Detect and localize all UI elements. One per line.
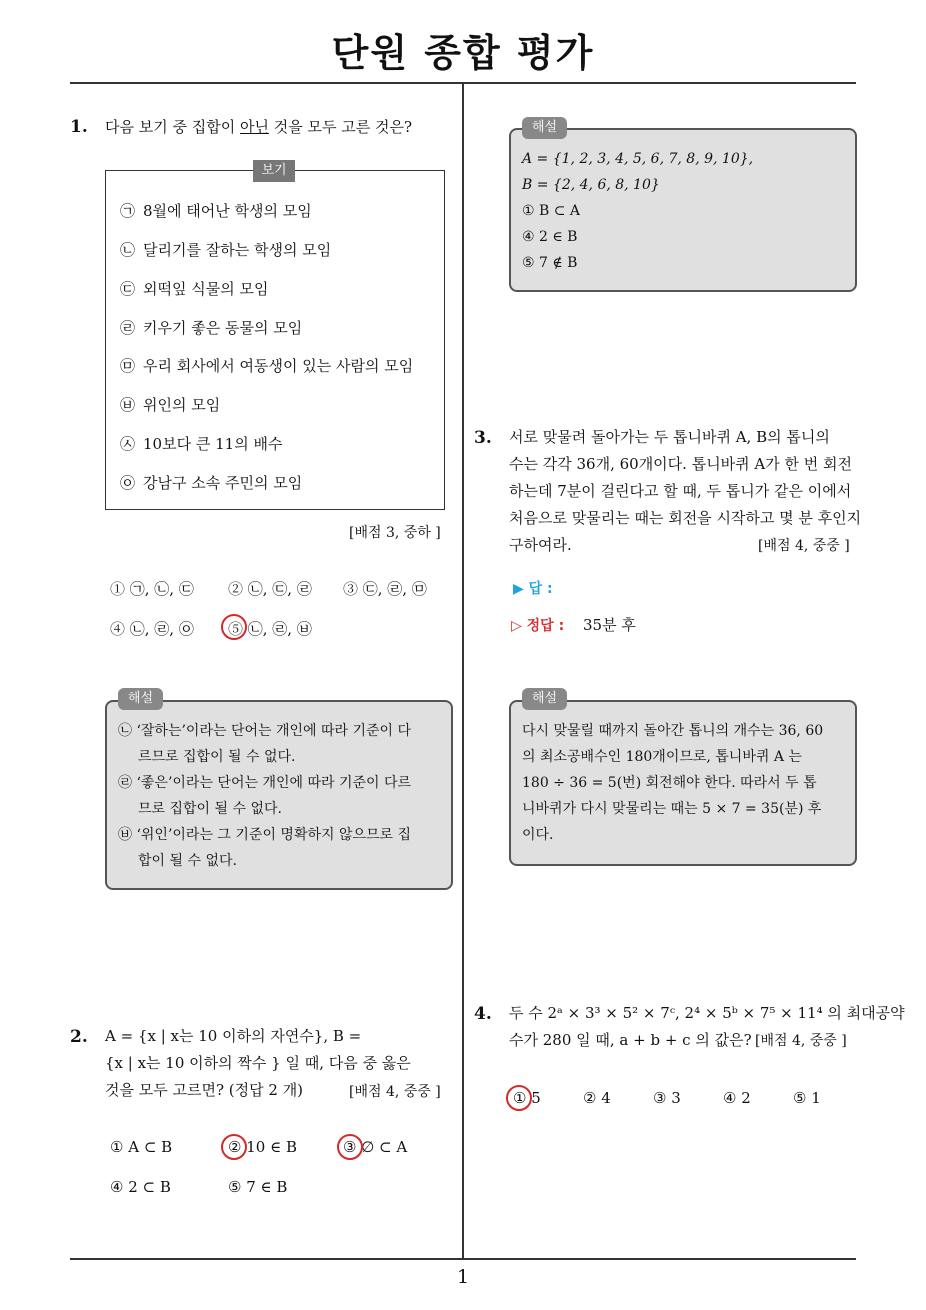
q1-set-solution-label: 해설 xyxy=(522,117,567,139)
bogi-item: ㉥ 위인의 모임 xyxy=(120,396,221,414)
q4-line: 수가 280 일 때, a + b + c 의 값은? xyxy=(509,1031,752,1049)
q2-line: 것을 모두 고르면? (정답 2 개) xyxy=(105,1081,304,1099)
q1-choice-2[interactable]: ② ㉡, ㉢, ㉣ xyxy=(228,580,312,598)
q2-line: {x | x는 10 이하의 짝수 } 일 때, 다음 중 옳은 xyxy=(105,1054,411,1072)
q3-solution-label: 해설 xyxy=(522,688,567,710)
q4-choice-5[interactable]: ⑤ 1 xyxy=(793,1089,821,1107)
bogi-item: ㉠ 8월에 태어난 학생의 모임 xyxy=(120,202,312,220)
page-number: 1 xyxy=(456,1266,470,1288)
q1-underlined-word: 아닌 xyxy=(240,118,269,136)
q3-line: 수는 각각 36개, 60개이다. 톱니바퀴 A가 한 번 회전 xyxy=(509,455,853,473)
q3-score: [배점 4, 중중 ] xyxy=(758,538,850,554)
q3-solution-line: 다시 맞물릴 때까지 돌아간 톱니의 개수는 36, 60 xyxy=(522,723,824,739)
q2-number: 2. xyxy=(70,1027,88,1047)
q1-choice-4[interactable]: ④ ㉡, ㉣, ㉧ xyxy=(110,620,194,638)
q2-score: [배점 4, 중중 ] xyxy=(349,1084,441,1100)
q3-solution-line: 니바퀴가 다시 맞물리는 때는 5 × 7 = 35(분) 후 xyxy=(522,801,822,817)
q2-line: A = {x | x는 10 이하의 자연수}, B = xyxy=(105,1027,362,1045)
q1-solution-label: 해설 xyxy=(118,688,163,710)
bogi-item: ㉡ 달리기를 잘하는 학생의 모임 xyxy=(120,241,332,259)
q3-number: 3. xyxy=(474,428,492,448)
bogi-item: ㉤ 우리 회사에서 여동생이 있는 사람의 모임 xyxy=(120,357,414,375)
q3-line: 구하여라. xyxy=(509,536,572,554)
q1-score: [배점 3, 중하 ] xyxy=(349,525,441,541)
q1-number: 1. xyxy=(70,117,88,137)
q1-solution-line: 므로 집합이 될 수 없다. xyxy=(138,801,282,817)
q3-correct-label: ▷ 정답 : xyxy=(511,618,565,634)
bogi-item: ㉢ 외떡잎 식물의 모임 xyxy=(120,280,269,298)
q4-choice-4[interactable]: ④ 2 xyxy=(723,1089,751,1107)
set-solution-line: B = {2, 4, 6, 8, 10} xyxy=(522,177,660,193)
answer-circle-mark xyxy=(221,1134,247,1160)
q3-correct-value: 35분 후 xyxy=(583,616,636,634)
bogi-box xyxy=(105,170,445,510)
set-solution-line: ⑤ 7 ∉ B xyxy=(522,255,578,271)
q4-number: 4. xyxy=(474,1004,492,1024)
column-divider xyxy=(462,83,464,1259)
q1-solution-line: ㉡ ‘잘하는’이라는 단어는 개인에 따라 기준이 다 xyxy=(118,723,412,739)
answer-circle-mark xyxy=(221,614,247,640)
q4-choice-3[interactable]: ③ 3 xyxy=(653,1089,681,1107)
q1-solution-line: ㉣ ‘좋은’이라는 단어는 개인에 따라 기준이 다르 xyxy=(118,775,412,791)
q1-choice-3[interactable]: ③ ㉢, ㉣, ㉤ xyxy=(343,580,427,598)
q3-solution-line: 180 ÷ 36 = 5(번) 회전해야 한다. 따라서 두 톱 xyxy=(522,775,817,791)
answer-circle-mark xyxy=(506,1085,532,1111)
q2-choice-2[interactable]: ② 10 ∈ B xyxy=(228,1138,297,1156)
set-solution-line: A = {1, 2, 3, 4, 5, 6, 7, 8, 9, 10}, xyxy=(522,151,754,167)
q4-line: 두 수 2ᵃ × 3³ × 5² × 7ᶜ, 2⁴ × 5ᵇ × 7⁵ × 11⁴ 의 최대공약 xyxy=(509,1004,905,1022)
page-title: 단원 종합 평가 xyxy=(331,31,595,75)
q2-choice-3[interactable]: ③ ∅ ⊂ A xyxy=(343,1138,408,1156)
q3-solution-line: 이다. xyxy=(522,827,554,843)
q4-choice-1[interactable]: ① 5 xyxy=(513,1089,541,1107)
q3-answer-label: ▶ 답 : xyxy=(513,581,553,597)
q2-choice-4[interactable]: ④ 2 ⊂ B xyxy=(110,1178,171,1196)
q3-line: 하는데 7분이 걸린다고 할 때, 두 톱니가 같은 이에서 xyxy=(509,482,852,500)
answer-circle-mark xyxy=(337,1134,363,1160)
q1-solution-line: 르므로 집합이 될 수 없다. xyxy=(138,749,296,765)
q4-score: [배점 4, 중중 ] xyxy=(755,1033,847,1049)
bogi-item: ㉣ 키우기 좋은 동물의 모임 xyxy=(120,319,303,337)
q1-choice-5[interactable]: ⑤ ㉡, ㉣, ㉥ xyxy=(228,620,312,638)
q4-choice-2[interactable]: ② 4 xyxy=(583,1089,611,1107)
q1-solution-line: 합이 될 수 없다. xyxy=(138,853,237,869)
bogi-item: ㉧ 강남구 소속 주민의 모임 xyxy=(120,474,303,492)
q3-solution-line: 의 최소공배수인 180개이므로, 톱니바퀴 A 는 xyxy=(522,749,802,765)
q1-text: 다음 보기 중 집합이 아닌 것을 모두 고른 것은? xyxy=(105,118,413,136)
q1-solution-line: ㉥ ‘위인’이라는 그 기준이 명확하지 않으므로 집 xyxy=(118,827,412,843)
footer-rule xyxy=(70,1258,856,1260)
q3-line: 처음으로 맞물리는 때는 회전을 시작하고 몇 분 후인지 xyxy=(509,509,862,527)
set-solution-line: ① B ⊂ A xyxy=(522,203,581,219)
q2-choice-5[interactable]: ⑤ 7 ∈ B xyxy=(228,1178,288,1196)
q3-line: 서로 맞물려 돌아가는 두 톱니바퀴 A, B의 톱니의 xyxy=(509,428,830,446)
q1-choice-1[interactable]: ① ㉠, ㉡, ㉢ xyxy=(110,580,194,598)
bogi-label: 보기 xyxy=(253,160,295,182)
set-solution-line: ④ 2 ∈ B xyxy=(522,229,578,245)
bogi-item: ㉦ 10보다 큰 11의 배수 xyxy=(120,435,283,453)
q2-choice-1[interactable]: ① A ⊂ B xyxy=(110,1138,173,1156)
